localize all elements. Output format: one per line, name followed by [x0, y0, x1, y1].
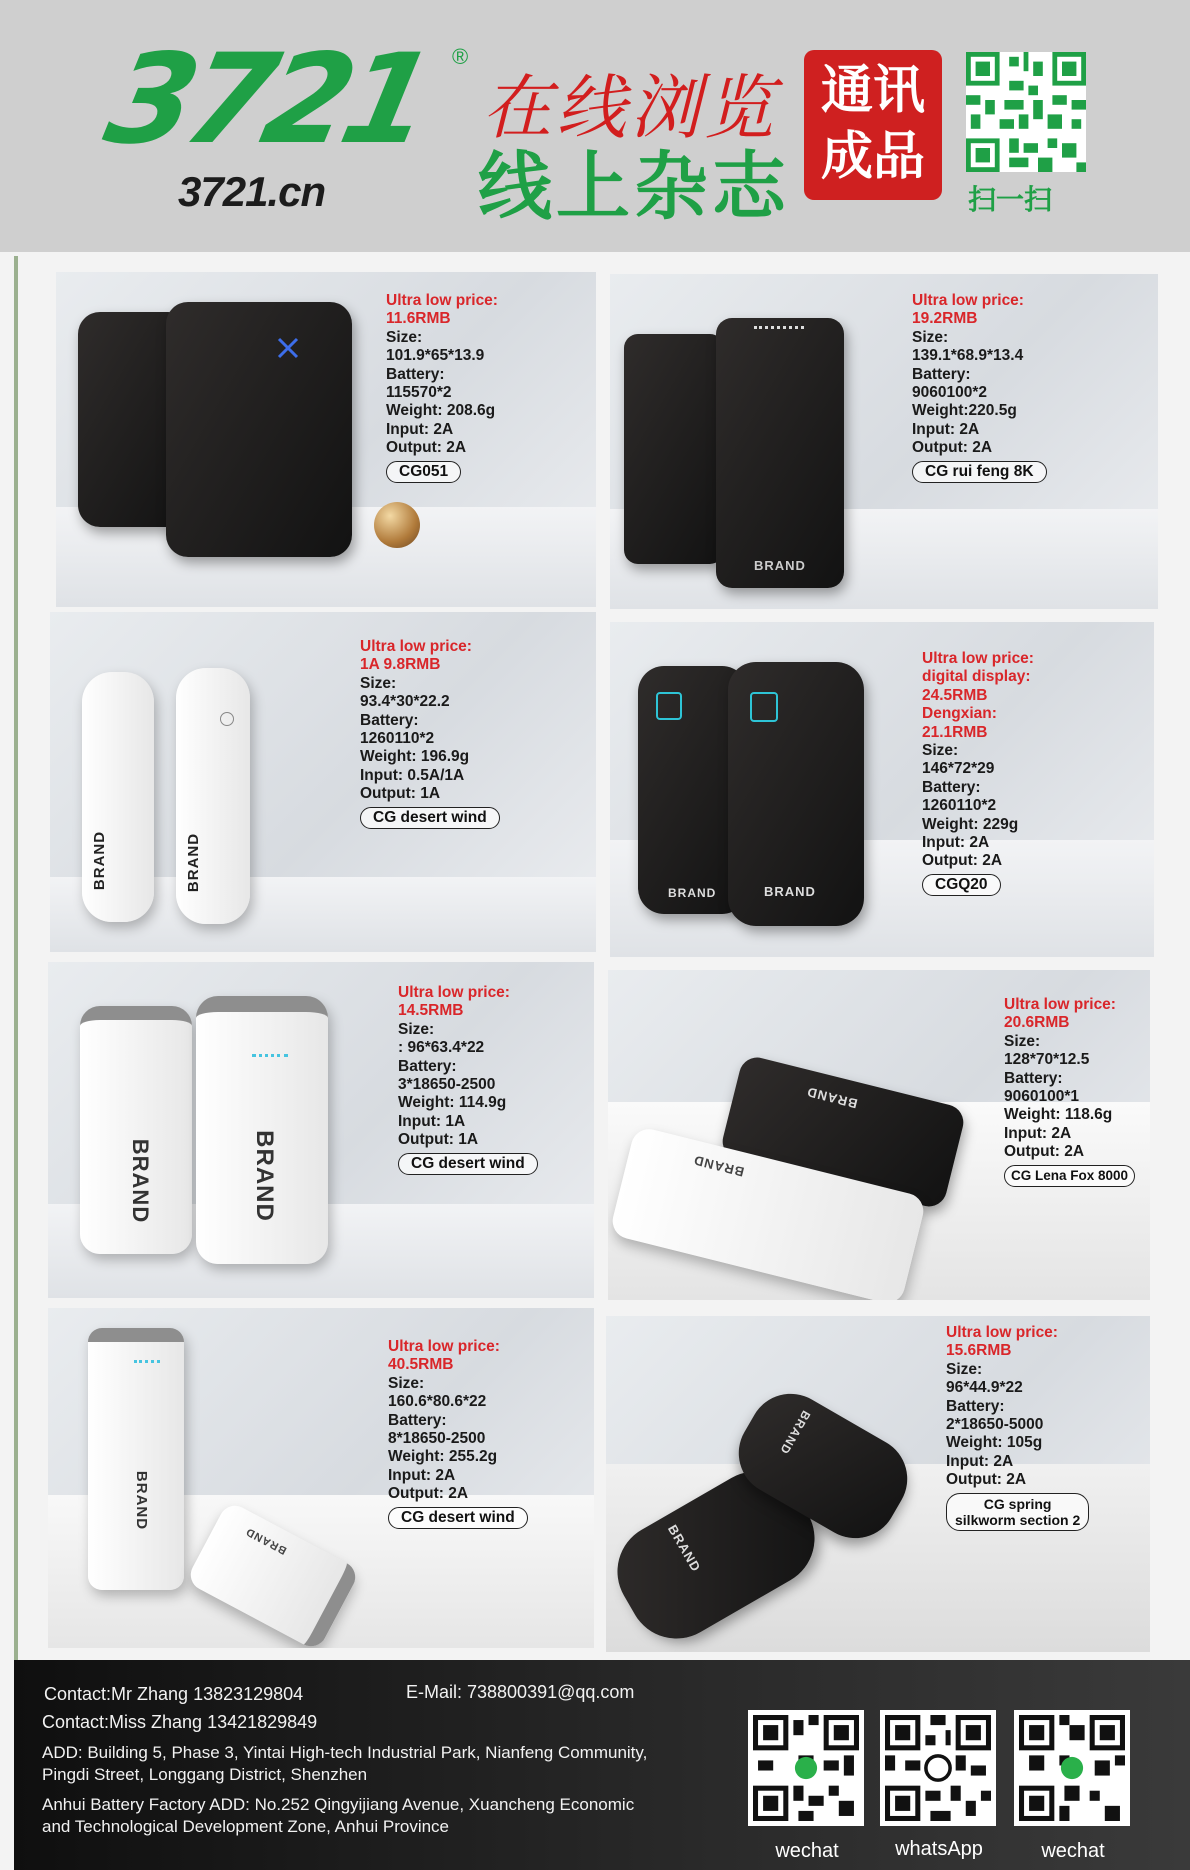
- wechat-qr-code-icon[interactable]: [1014, 1710, 1130, 1826]
- size-label: Size:: [386, 328, 423, 346]
- brand-print: BRAND: [250, 1130, 278, 1222]
- product-panel-cg-lena-fox: [608, 970, 1150, 1300]
- price-label: Ultra low price:: [1004, 996, 1116, 1013]
- price-label: Ultra low price:: [912, 292, 1024, 309]
- powerbank-right: [176, 668, 250, 924]
- output-rating: Output: 2A: [1004, 1143, 1085, 1161]
- powerbank-back: [624, 334, 724, 564]
- battery-value: 3*18650-2500: [398, 1076, 496, 1094]
- product-panel-cg-desert-wind-1: [50, 612, 596, 952]
- brand-print: BRAND: [243, 1524, 289, 1557]
- title-online-magazine: 线上杂志: [478, 145, 790, 228]
- input-rating: Input: 2A: [1004, 1124, 1072, 1142]
- price-extra-display: digital display:: [922, 668, 1031, 686]
- powerbank-front: [166, 302, 352, 557]
- powerbank-right: [728, 662, 864, 926]
- price: 15.6RMB: [946, 1342, 1012, 1360]
- model-code-line1: CG spring: [983, 1495, 1052, 1512]
- digital-display-icon: [656, 692, 682, 720]
- price-label: Ultra low price:: [388, 1338, 500, 1355]
- logo-number: 3721: [94, 28, 439, 172]
- output-rating: Output: 2A: [388, 1485, 469, 1503]
- input-rating: Input: 0.5A/1A: [360, 766, 465, 784]
- qr-pattern-icon: [753, 1715, 859, 1821]
- title-online-browse: 在线浏览: [482, 67, 778, 149]
- output-rating: Output: 2A: [912, 439, 993, 457]
- qr-pattern-icon: [1019, 1715, 1125, 1821]
- address-anhui-line2: and Technological Development Zone, Anhui Province: [42, 1817, 450, 1836]
- model-code-tag: CG desert wind: [398, 1153, 538, 1175]
- battery-label: Battery:: [912, 365, 971, 383]
- price: 24.5RMB: [922, 686, 988, 704]
- powerbank-front: [716, 318, 844, 588]
- battery-value: 2*18650-5000: [946, 1416, 1044, 1434]
- wechat-label-2: wechat: [1041, 1840, 1105, 1862]
- weight: Weight: 105g: [946, 1434, 1043, 1452]
- size-label: Size:: [922, 742, 959, 760]
- weight: Weight: 208.6g: [386, 402, 496, 420]
- input-rating: Input: 2A: [386, 420, 454, 438]
- wechat-label: wechat: [775, 1840, 839, 1862]
- price-label: Ultra low price:: [922, 650, 1034, 667]
- price-label: Ultra low price:: [360, 638, 472, 655]
- spec-block: [946, 1324, 1089, 1531]
- qr-pattern-icon: [885, 1715, 991, 1821]
- price: 40.5RMB: [388, 1356, 454, 1374]
- price-label: Ultra low price:: [946, 1324, 1058, 1341]
- battery-label: Battery:: [922, 778, 981, 796]
- weight: Weight: 255.2g: [388, 1448, 498, 1466]
- led-dots-icon: [252, 1054, 288, 1061]
- scan-label: 扫一扫: [968, 184, 1053, 215]
- contact-footer: [14, 1660, 1190, 1870]
- input-rating: Input: 2A: [912, 420, 980, 438]
- powerbank-right: [196, 996, 328, 1264]
- product-panel-cg-spring-silkworm: [606, 1316, 1150, 1652]
- battery-value: 1260110*2: [360, 730, 435, 748]
- battery-value: 9060100*2: [912, 384, 987, 402]
- registered-mark: ®: [452, 44, 469, 69]
- size-value: 96*44.9*22: [946, 1379, 1023, 1397]
- size-value: 128*70*12.5: [1004, 1051, 1090, 1069]
- battery-value: 1260110*2: [922, 797, 997, 815]
- model-code-tag: CG rui feng 8K: [912, 461, 1047, 483]
- output-rating: Output: 2A: [386, 439, 467, 457]
- size-value: 101.9*65*13.9: [386, 347, 485, 365]
- battery-label: Battery:: [386, 365, 445, 383]
- seal-line2: 成品: [820, 128, 925, 186]
- led-dots-icon: [134, 1360, 160, 1367]
- decorative-gold-ball: [374, 502, 420, 548]
- input-rating: Input: 2A: [388, 1466, 456, 1484]
- address-shenzhen-line2: Pingdi Street, Longgang District, Shenzhen: [42, 1765, 368, 1784]
- product-panel-cg-desert-wind-2: [48, 962, 594, 1298]
- magazine-header: [0, 0, 1190, 252]
- address-anhui-line1: Anhui Battery Factory ADD: No.252 Qingyijiang Avenue, Xuancheng Economic: [42, 1795, 635, 1814]
- brand-print: BRAND: [668, 886, 717, 900]
- header-qr-code-icon[interactable]: [966, 52, 1086, 172]
- page-binding-edge: [14, 256, 18, 1856]
- brand-print: BRAND: [754, 558, 806, 573]
- digital-display-icon: [750, 692, 778, 722]
- brand-print: BRAND: [133, 1470, 151, 1531]
- input-rating: Input: 2A: [922, 834, 990, 852]
- weight: Weight: 196.9g: [360, 748, 470, 766]
- output-rating: Output: 2A: [946, 1471, 1027, 1489]
- spec-block: [360, 638, 500, 829]
- size-label: Size:: [946, 1360, 983, 1378]
- contact-mr-zhang: Contact:Mr Zhang 13823129804: [44, 1684, 304, 1704]
- product-panel-cg051: [56, 272, 596, 607]
- weight: Weight:220.5g: [912, 402, 1017, 420]
- size-value: 146*72*29: [922, 760, 995, 778]
- size-value: 139.1*68.9*13.4: [912, 347, 1024, 365]
- seal-stamp: [804, 50, 942, 200]
- price: 11.6RMB: [386, 310, 451, 328]
- size-label: Size:: [388, 1374, 425, 1392]
- battery-label: Battery:: [1004, 1069, 1063, 1087]
- brand-print: BRAND: [764, 884, 816, 899]
- model-code-tag: CG051: [386, 461, 461, 483]
- email-address[interactable]: E-Mail: 738800391@qq.com: [406, 1682, 635, 1702]
- battery-label: Battery:: [388, 1411, 447, 1429]
- battery-label: Battery:: [946, 1397, 1005, 1415]
- model-code-line2: silkworm section 2: [955, 1511, 1081, 1528]
- weight: Weight: 114.9g: [398, 1094, 507, 1112]
- contact-miss-zhang: Contact:Miss Zhang 13421829849: [42, 1712, 318, 1732]
- whatsapp-qr-code-icon[interactable]: [880, 1710, 996, 1826]
- wechat-qr-code-icon[interactable]: [748, 1710, 864, 1826]
- spec-block: [386, 292, 498, 483]
- logo-domain[interactable]: 3721.cn: [178, 168, 326, 215]
- output-rating: Output: 1A: [398, 1131, 479, 1149]
- address-shenzhen-line1: ADD: Building 5, Phase 3, Yintai High-tech Industrial Park, Nianfeng Community,: [42, 1743, 648, 1762]
- price: 19.2RMB: [912, 310, 978, 328]
- seal-line1: 通讯: [820, 62, 925, 120]
- battery-value: 115570*2: [386, 384, 452, 402]
- price-extra-dengxian: Dengxian:: [922, 705, 997, 723]
- input-rating: Input: 2A: [946, 1452, 1014, 1470]
- model-code-tag: CG Lena Fox 8000: [1004, 1165, 1135, 1187]
- size-value: : 96*63.4*22: [398, 1039, 485, 1057]
- size-label: Size:: [912, 328, 949, 346]
- brand-print: BRAND: [664, 1522, 704, 1575]
- price: 1A 9.8RMB: [360, 656, 441, 674]
- spec-block: [922, 650, 1034, 896]
- brand-print: BRAND: [691, 1152, 746, 1180]
- price: 20.6RMB: [1004, 1014, 1070, 1032]
- model-code-tag: CG desert wind: [388, 1507, 528, 1529]
- weight: Weight: 118.6g: [1004, 1106, 1113, 1124]
- powerbank-left: [82, 672, 154, 922]
- price-label: Ultra low price:: [386, 292, 498, 309]
- size-value: 93.4*30*22.2: [360, 693, 450, 711]
- powerbank-standing: [88, 1328, 184, 1590]
- brand-print: BRAND: [185, 832, 203, 893]
- brand-print: BRAND: [91, 830, 109, 891]
- weight: Weight: 229g: [922, 815, 1019, 833]
- product-panel-cgq20: [610, 622, 1154, 957]
- size-label: Size:: [1004, 1032, 1041, 1050]
- spec-block: [388, 1338, 528, 1529]
- size-label: Size:: [398, 1020, 435, 1038]
- brand-print: BRAND: [804, 1084, 859, 1112]
- product-panel-cg-desert-wind-3: [48, 1308, 594, 1648]
- powerbank-left: [80, 1006, 192, 1254]
- spec-block: [398, 984, 538, 1175]
- spec-block: [912, 292, 1047, 483]
- product-panel-cg-rui-feng: [610, 274, 1158, 609]
- led-dots-icon: [754, 326, 804, 333]
- battery-value: 8*18650-2500: [388, 1430, 486, 1448]
- size-label: Size:: [360, 674, 397, 692]
- led-indicator-icon: [276, 336, 300, 360]
- price-label: Ultra low price:: [398, 984, 510, 1001]
- price-secondary: 21.1RMB: [922, 723, 988, 741]
- power-button-icon: [220, 712, 234, 726]
- price: 14.5RMB: [398, 1002, 464, 1020]
- brand-print: BRAND: [128, 1138, 154, 1224]
- spec-block: [1004, 996, 1135, 1187]
- battery-value: 9060100*1: [1004, 1088, 1079, 1106]
- input-rating: Input: 1A: [398, 1112, 466, 1130]
- model-code-tag: CG desert wind: [360, 807, 500, 829]
- model-code-tag: CGQ20: [922, 874, 1001, 896]
- battery-label: Battery:: [360, 711, 419, 729]
- output-rating: Output: 1A: [360, 785, 441, 803]
- size-value: 160.6*80.6*22: [388, 1393, 487, 1411]
- battery-label: Battery:: [398, 1057, 457, 1075]
- model-code-tag: [946, 1493, 1089, 1531]
- whatsapp-label: whatsApp: [895, 1838, 983, 1860]
- output-rating: Output: 2A: [922, 852, 1003, 870]
- brand-print: BRAND: [776, 1408, 814, 1458]
